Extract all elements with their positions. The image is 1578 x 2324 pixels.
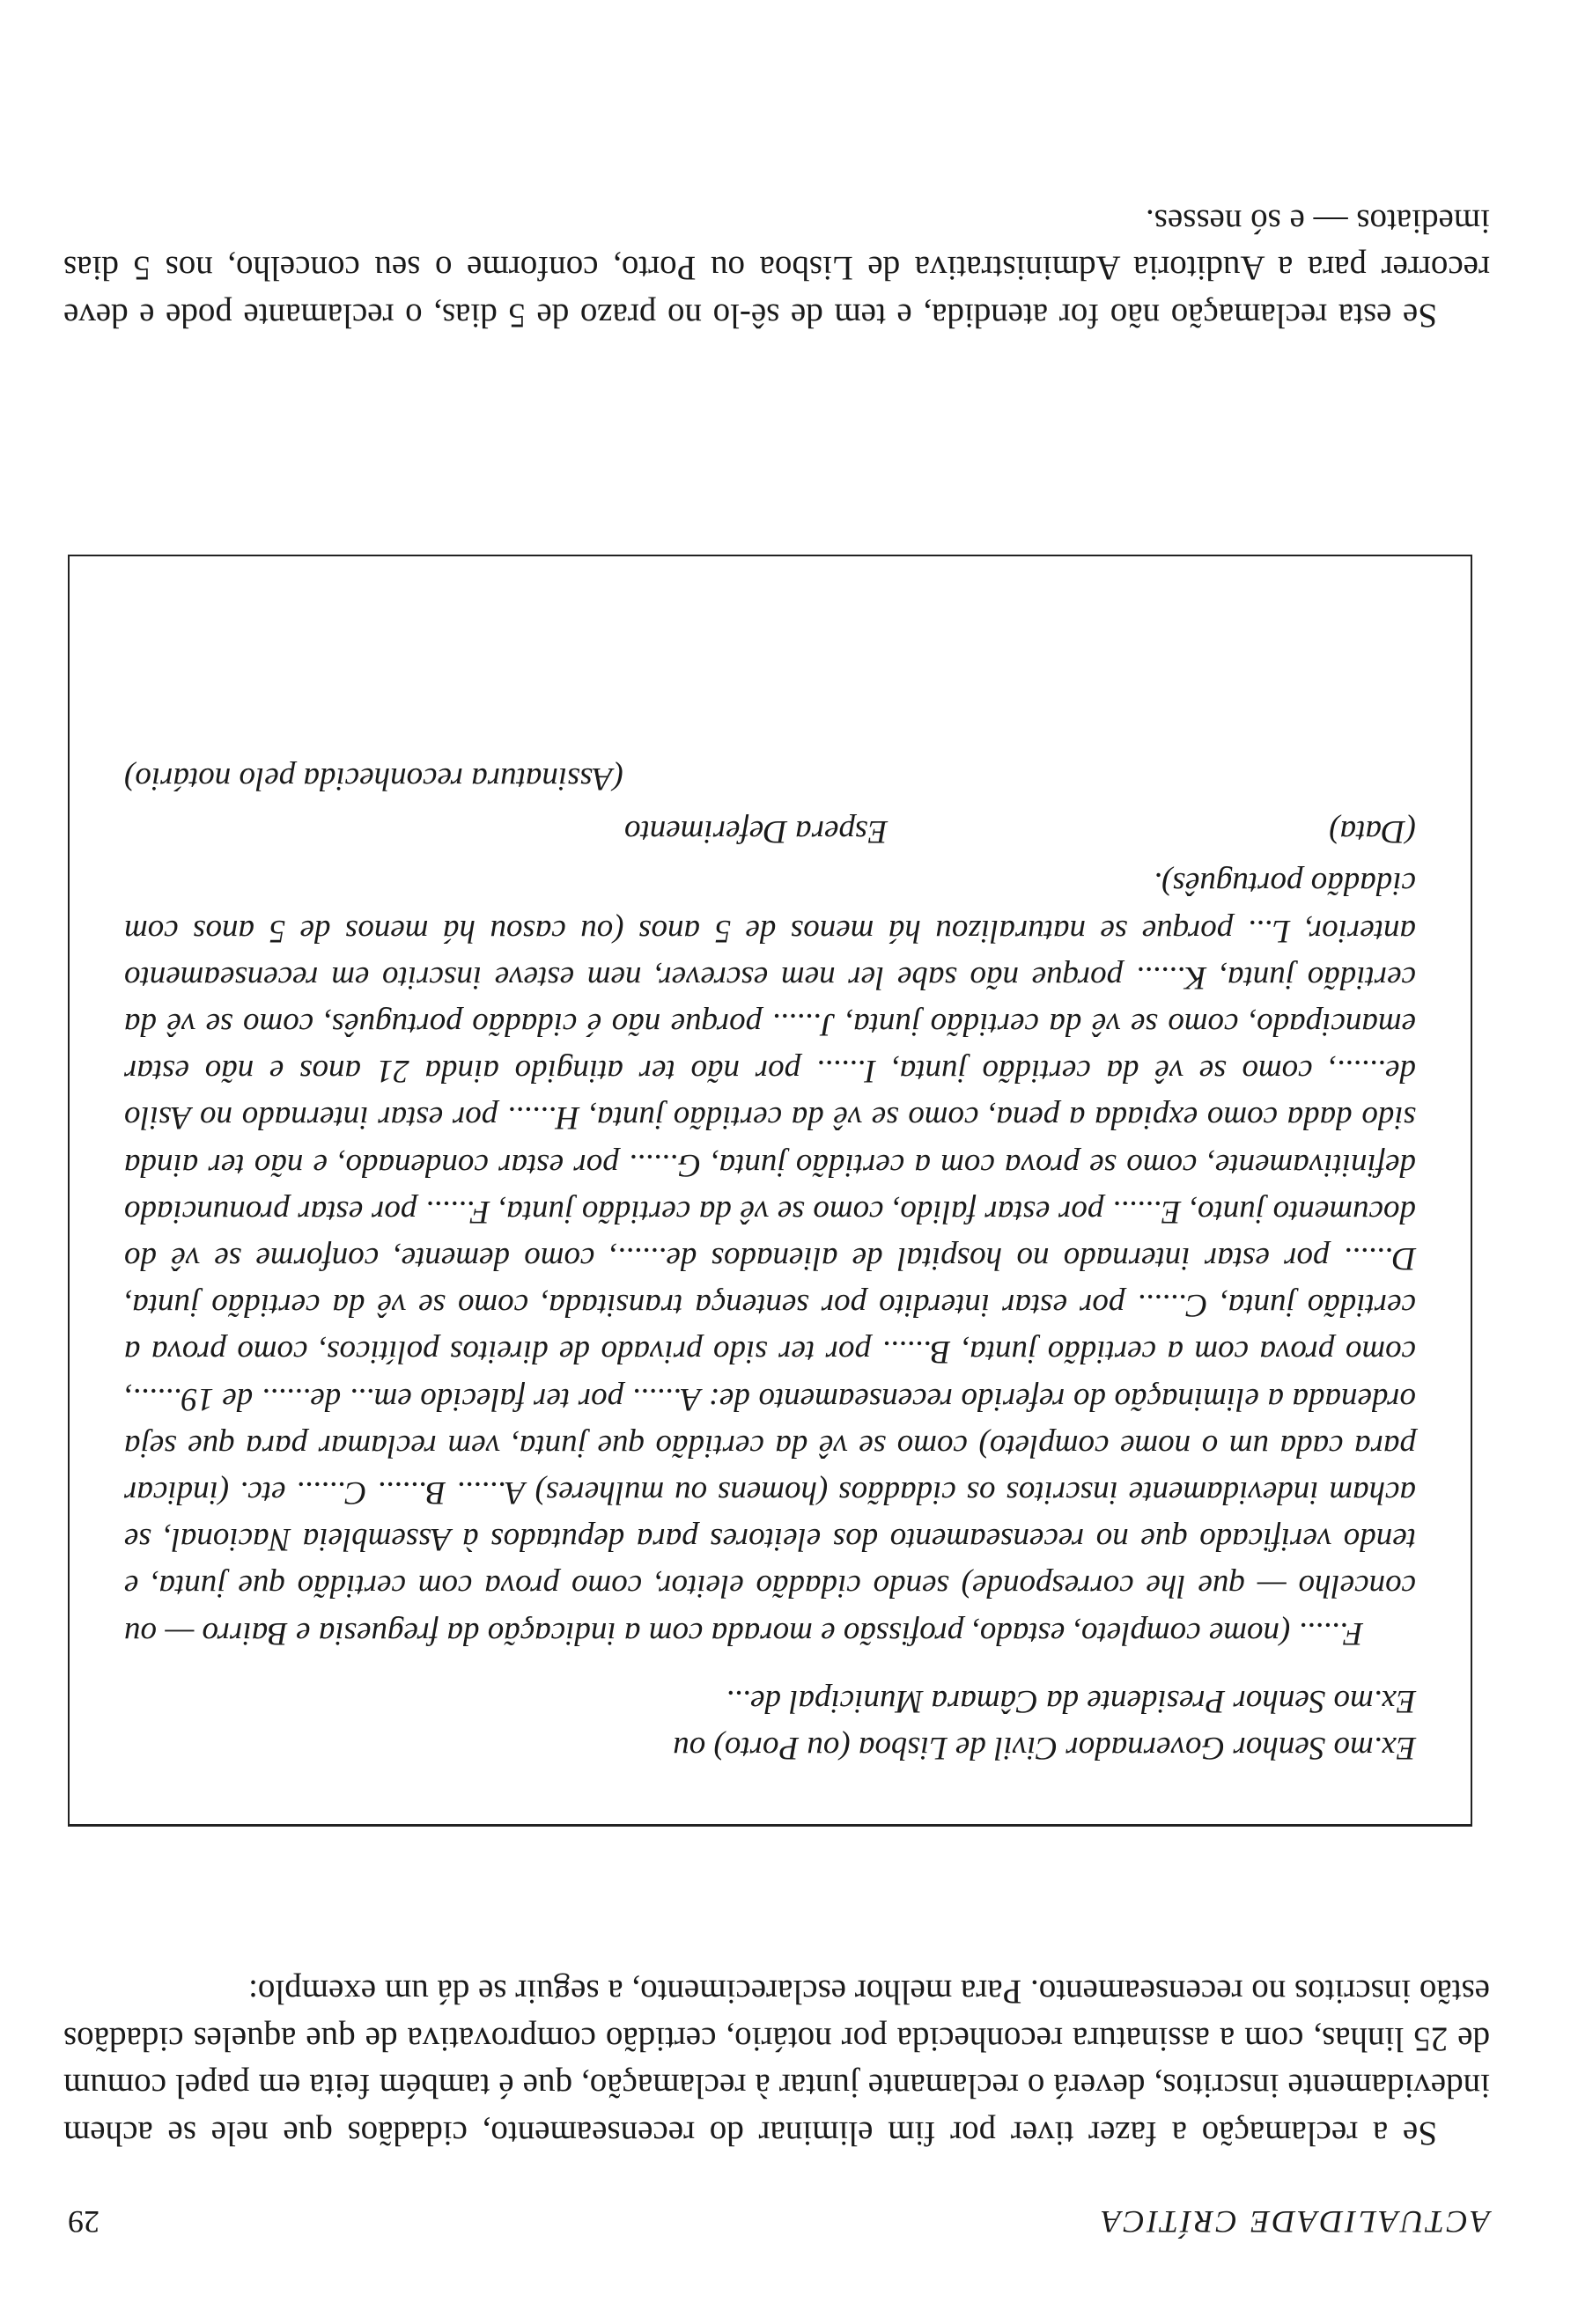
date-label: (Data) — [1329, 813, 1416, 850]
example-form-box — [68, 555, 1472, 1827]
running-title: ACTUALIDADE CRÍTICA — [1099, 2204, 1490, 2239]
page-number: 29 — [68, 2204, 100, 2239]
closing-paragraph: Se esta reclamação não for atendida, e tem de sê-lo no prazo de 5 dias, o reclamante pode e deve recorrer para a Auditoria Administrativa de Lisboa ou Porto, conforme o seu concelho, nos 5 dias imediatos — e só nesses. — [63, 202, 1490, 335]
address-line-governor: Ex.mo Senhor Governador Civil de Lisboa (ou Porto) ou — [673, 1730, 1416, 1766]
signature-row — [124, 802, 1416, 855]
form-body-text: F...... (nome completo, estado, profissão e morada com a indicação da freguesia e Bairro — ou concelho — que lhe corresponde) sendo cidadão eleitor, como prova com certidão que junta, e tendo verificado que no recenseamento dos eleitores para deputados à Assembleia Nacional, se acham indevidamente inscritos os cidadãos (homens ou mulheres) A...... B...... C...... etc. (indicar para cada um o nome completo) como se vê da certidão que junta, vem reclamar para que seja ordenada a eliminação do referido recenseamento de: A...... por ter falecido em... de...... de 19......, como prova com a certidão junta, B...... por ter sido privado de direitos políticos, como prova a certidão junta, C...... por estar interdito por sentença transitada, como se vê da certidão junta, D...... por estar internado no hospital de alienados de......, como demente, conforme se vê do documento junto, E...... por estar falido, como se vê da certidão junta, F...... por estar pronunciado definitivamente, como se prova com a certidão junta, G...... por estar condenado, e não ter ainda sido dada como expiada a pena, como se vê da certidão junta, H...... por estar internado no Asilo de......, como se vê da certidão junta, I...... por não ter atingido ainda 21 anos e não estar emancipado, como se vê da certidão junta, J...... porque não é cidadão português, como se vê da certidão junta, K...... porque não sabe ler nem escrever, nem esteve inscrito em recenseamento anterior, L... porque se naturalizou há menos de 5 anos (ou casou há menos de 5 anos com cidadão português). — [124, 865, 1416, 1651]
address-line-president: Ex.mo Senhor Presidente da Câmara Municipal de... — [726, 1682, 1416, 1719]
signature-label: (Assinatura reconhecida pelo notário) — [124, 761, 623, 798]
intro-paragraph: Se a reclamação a fazer tiver por fim eliminar do recenseamento, cidadãos que nele se achem indevidamente inscritos, deverá o reclamante juntar à reclamação, que é também feita em papel comum de 25 linhas, com a assinatura reconhecida por notário, certidão comprovativa de que aqueles cidadãos estão inscritos no recenseamento. Para melhor esclarecimento, a seguir se dá um exemplo: — [63, 1973, 1490, 2152]
page-header — [68, 2196, 1490, 2240]
request-label: Espera Deferimento — [623, 813, 888, 850]
